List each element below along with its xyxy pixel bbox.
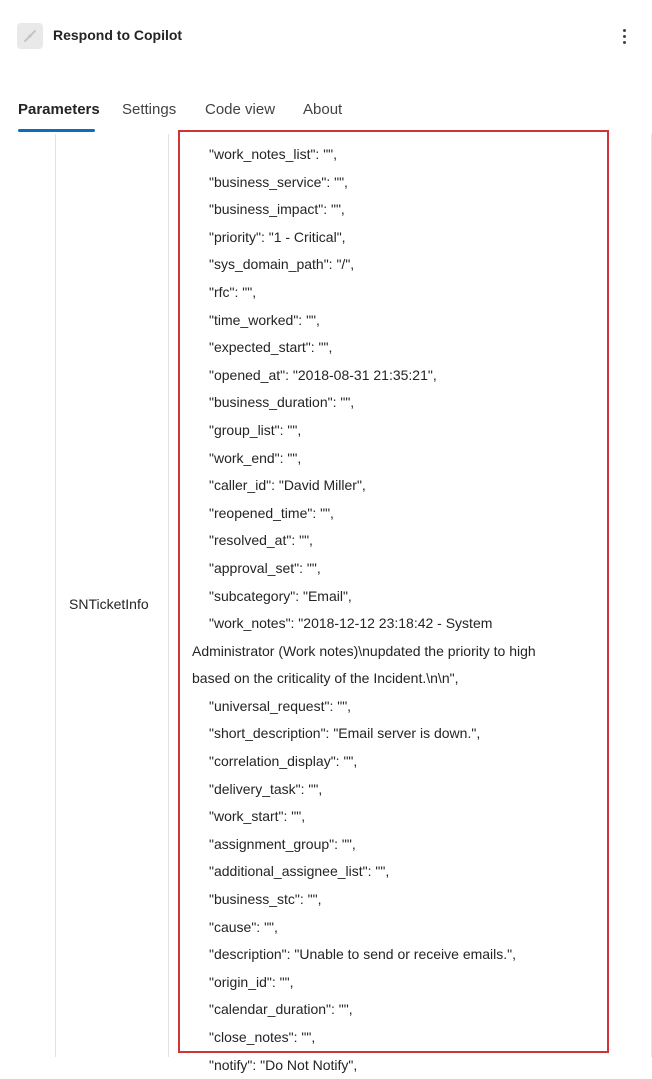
code-line: "assignment_group": "",: [209, 835, 356, 852]
code-line: "sys_domain_path": "/",: [209, 256, 355, 273]
code-line: "business_stc": "",: [209, 891, 322, 908]
code-line: "work_notes": "2018-12-12 23:18:42 - System: [209, 615, 493, 632]
code-line: "universal_request": "",: [209, 697, 352, 714]
code-line: "group_list": "",: [209, 421, 302, 438]
code-line: Administrator (Work notes)\nupdated the priority to high: [192, 642, 536, 659]
more-options-button[interactable]: [611, 24, 637, 48]
code-line: "cause": "",: [209, 918, 278, 935]
more-vertical-icon-dot: [623, 35, 626, 38]
code-line: "approval_set": "",: [209, 559, 321, 576]
code-line: based on the criticality of the Incident.\n\n",: [192, 670, 459, 687]
code-line: "business_impact": "",: [209, 201, 345, 218]
active-tab-indicator: [18, 129, 95, 132]
code-line: "origin_id": "",: [209, 973, 294, 990]
tab-parameters[interactable]: Parameters: [18, 101, 100, 118]
tab-settings[interactable]: Settings: [122, 101, 177, 118]
code-line: "opened_at": "2018-08-31 21:35:21",: [209, 366, 437, 383]
code-line: "business_duration": "",: [209, 394, 355, 411]
tab-about[interactable]: About: [303, 101, 343, 118]
code-line: "delivery_task": "",: [209, 780, 323, 797]
more-vertical-icon: [623, 29, 626, 32]
flow-connector-icon: [17, 23, 43, 49]
code-line: "description": "Unable to send or receive emails.",: [209, 946, 517, 963]
code-line: "priority": "1 - Critical",: [209, 228, 346, 245]
code-line: "rfc": "",: [209, 283, 257, 300]
code-line: "time_worked": "",: [209, 311, 320, 328]
code-line: "additional_assignee_list": "",: [209, 863, 390, 880]
code-line: "short_description": "Email server is down.",: [209, 725, 481, 742]
code-line: "notify": "Do Not Notify",: [209, 1056, 358, 1073]
code-line: "work_end": "",: [209, 449, 302, 466]
code-line: "work_start": "",: [209, 808, 306, 825]
more-vertical-icon-dot: [623, 41, 626, 44]
header: [0, 0, 652, 72]
code-line: "correlation_display": "",: [209, 753, 358, 770]
code-line: "calendar_duration": "",: [209, 1001, 353, 1018]
code-line: "business_service": "",: [209, 173, 348, 190]
parameter-value: [192, 141, 592, 1079]
code-line: "resolved_at": "",: [209, 532, 313, 549]
table-divider: [55, 134, 56, 1057]
table-divider: [168, 134, 169, 1057]
tab-code-view[interactable]: Code view: [205, 101, 276, 118]
code-line: "subcategory": "Email",: [209, 587, 352, 604]
code-line: "work_notes_list": "",: [209, 146, 338, 162]
parameter-name: SNTicketInfo: [69, 596, 149, 612]
code-line: "expected_start": "",: [209, 339, 333, 356]
code-line: "close_notes": "",: [209, 1029, 316, 1045]
parameter-value-viewport[interactable]: [180, 132, 607, 1073]
tab-list: [0, 96, 652, 134]
code-line: "reopened_time": "",: [209, 504, 334, 521]
page-title: Respond to Copilot: [53, 27, 183, 43]
code-line: "caller_id": "David Miller",: [209, 477, 366, 494]
